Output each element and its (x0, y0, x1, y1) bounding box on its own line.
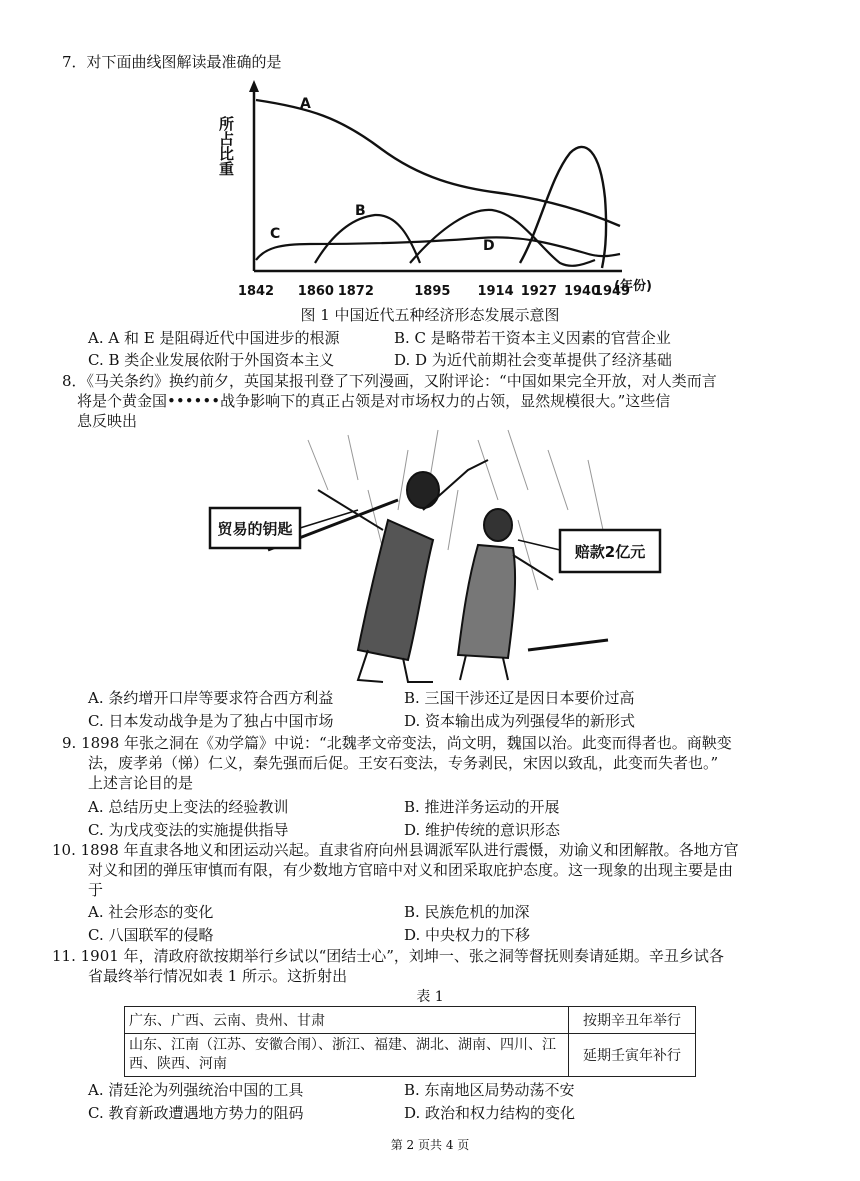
q9-option-d: D. 维护传统的意识形态 (404, 821, 561, 839)
q10-stem-line-3: 于 (88, 881, 104, 899)
economic-forms-chart (217, 78, 665, 303)
q10-option-c: C. 八国联军的侵略 (88, 926, 214, 944)
q8-option-b: B. 三国干涉还辽是因日本要价过高 (404, 689, 635, 707)
q10-option-a: A. 社会形态的变化 (88, 903, 214, 921)
q8-option-a: A. 条约增开口岸等要求符合西方利益 (88, 689, 334, 707)
table-row (125, 1034, 696, 1077)
q9-stem-line-1: 9. 1898 年张之洞在《劝学篇》中说：“北魏孝文帝变法，尚文明，魏国以治。此变而得者也。商鞅变 (62, 734, 732, 752)
table-cell-status: 按期辛丑年举行 (569, 1007, 696, 1034)
page-footer: 第 2 页共 4 页 (390, 1138, 470, 1152)
table-cell-status: 延期壬寅年补行 (569, 1034, 696, 1077)
q11-option-d: D. 政治和权力结构的变化 (404, 1104, 576, 1122)
x-tick-label: 1940 (563, 284, 601, 299)
q11-option-a: A. 清廷沦为列强统治中国的工具 (88, 1081, 304, 1099)
q9-option-c: C. 为戊戌变法的实施提供指导 (88, 821, 289, 839)
x-tick-label: 1860 (297, 284, 334, 299)
series-label-B: B (355, 203, 366, 219)
series-label-C: C (270, 226, 281, 242)
curve-A (256, 100, 620, 226)
q9-stem-line-3: 上述言论目的是 (88, 774, 194, 792)
q10-option-d: D. 中央权力的下移 (404, 926, 531, 944)
provincial-exam-table (124, 1006, 696, 1077)
x-tick-labels (238, 284, 630, 299)
q11-stem-line-1: 11. 1901 年，清政府欲按期举行乡试以“团结士心”，刘坤一、张之洞等督抚则奏请延期。辛丑乡试各 (52, 947, 724, 965)
q7-option-d: D. D 为近代前期社会变革提供了经济基础 (394, 351, 672, 369)
q7-stem: 7．对下面曲线图解读最准确的是 (62, 53, 282, 71)
table-cell-provinces: 广东、广西、云南、贵州、甘肃 (125, 1007, 569, 1034)
q7-option-c: C. B 类企业发展依附于外国资本主义 (88, 351, 335, 369)
q11-stem-line-2: 省最终举行情况如表 1 所示。这折射出 (88, 967, 348, 985)
q8-stem-line-1: 8．《马关条约》换约前夕，英国某报刊登了下列漫画，又附评论：“中国如果完全开放，对人类而言 (62, 372, 717, 390)
q9-stem-line-2: 法，废孝弟（悌）仁义，秦先强而后促。王安石变法，专务剥民，宋因以致乱，此变而失者也。” (88, 754, 719, 772)
q10-stem-line-1: 10. 1898 年直隶各地义和团运动兴起。直隶省府向州县调派军队进行震慑，劝谕义和团解散。各地方官 (52, 841, 739, 859)
curve-C (256, 237, 620, 260)
q8-option-d: D. 资本输出成为列强侵华的新形式 (404, 712, 636, 730)
x-tick-label: 1872 (337, 284, 374, 299)
q9-option-a: A. 总结历史上变法的经验教训 (88, 798, 289, 816)
cartoon-label-left: 贸易的钥匙 (217, 520, 293, 538)
q9-option-b: B. 推进洋务运动的开展 (404, 798, 560, 816)
table-row (125, 1007, 696, 1034)
table-cell-provinces: 山东、江南（江苏、安徽合闱）、浙江、福建、湖北、湖南、四川、江西、陕西、河南 (125, 1034, 569, 1077)
x-tick-label: 1914 (477, 284, 514, 299)
x-axis-label: (年份) (614, 279, 652, 294)
y-axis-label: 所占比重 (217, 116, 235, 176)
curve-E (520, 147, 606, 268)
x-tick-label: 1842 (237, 284, 275, 299)
x-tick-label: 1949 (593, 284, 631, 299)
curve-B (315, 215, 420, 263)
q11-option-b: B. 东南地区局势动荡不安 (404, 1081, 575, 1099)
q11-option-c: C. 教育新政遭遇地方势力的阻码 (88, 1104, 304, 1122)
q8-stem-line-3: 息反映出 (77, 412, 138, 430)
series-label-A: A (300, 96, 311, 112)
q7-option-b: B. C 是略带若干资本主义因素的官营企业 (394, 329, 671, 347)
q7-option-a: A. A 和 E 是阻碍近代中国进步的根源 (88, 329, 340, 347)
x-tick-label: 1895 (414, 284, 451, 299)
q10-option-b: B. 民族危机的加深 (404, 903, 530, 921)
series-label-D: D (483, 238, 495, 254)
x-tick-label: 1927 (520, 284, 557, 299)
political-cartoon (208, 430, 668, 692)
q8-stem-line-2: 将是个黄金国••••••战争影响下的真正占领是对市场权力的占领，显然规模很大。”这些信 (77, 392, 671, 410)
y-axis-arrow (249, 80, 259, 92)
cartoon-label-right: 赔款2亿元 (574, 543, 646, 561)
table-title: 表 1 (416, 989, 444, 1005)
chart-caption: 图 1 中国近代五种经济形态发展示意图 (300, 306, 560, 324)
q8-option-c: C. 日本发动战争是为了独占中国市场 (88, 712, 334, 730)
q10-stem-line-2: 对义和团的弹压审慎而有限，有少数地方官暗中对义和团采取庇护态度。这一现象的出现主要是由 (88, 861, 734, 879)
